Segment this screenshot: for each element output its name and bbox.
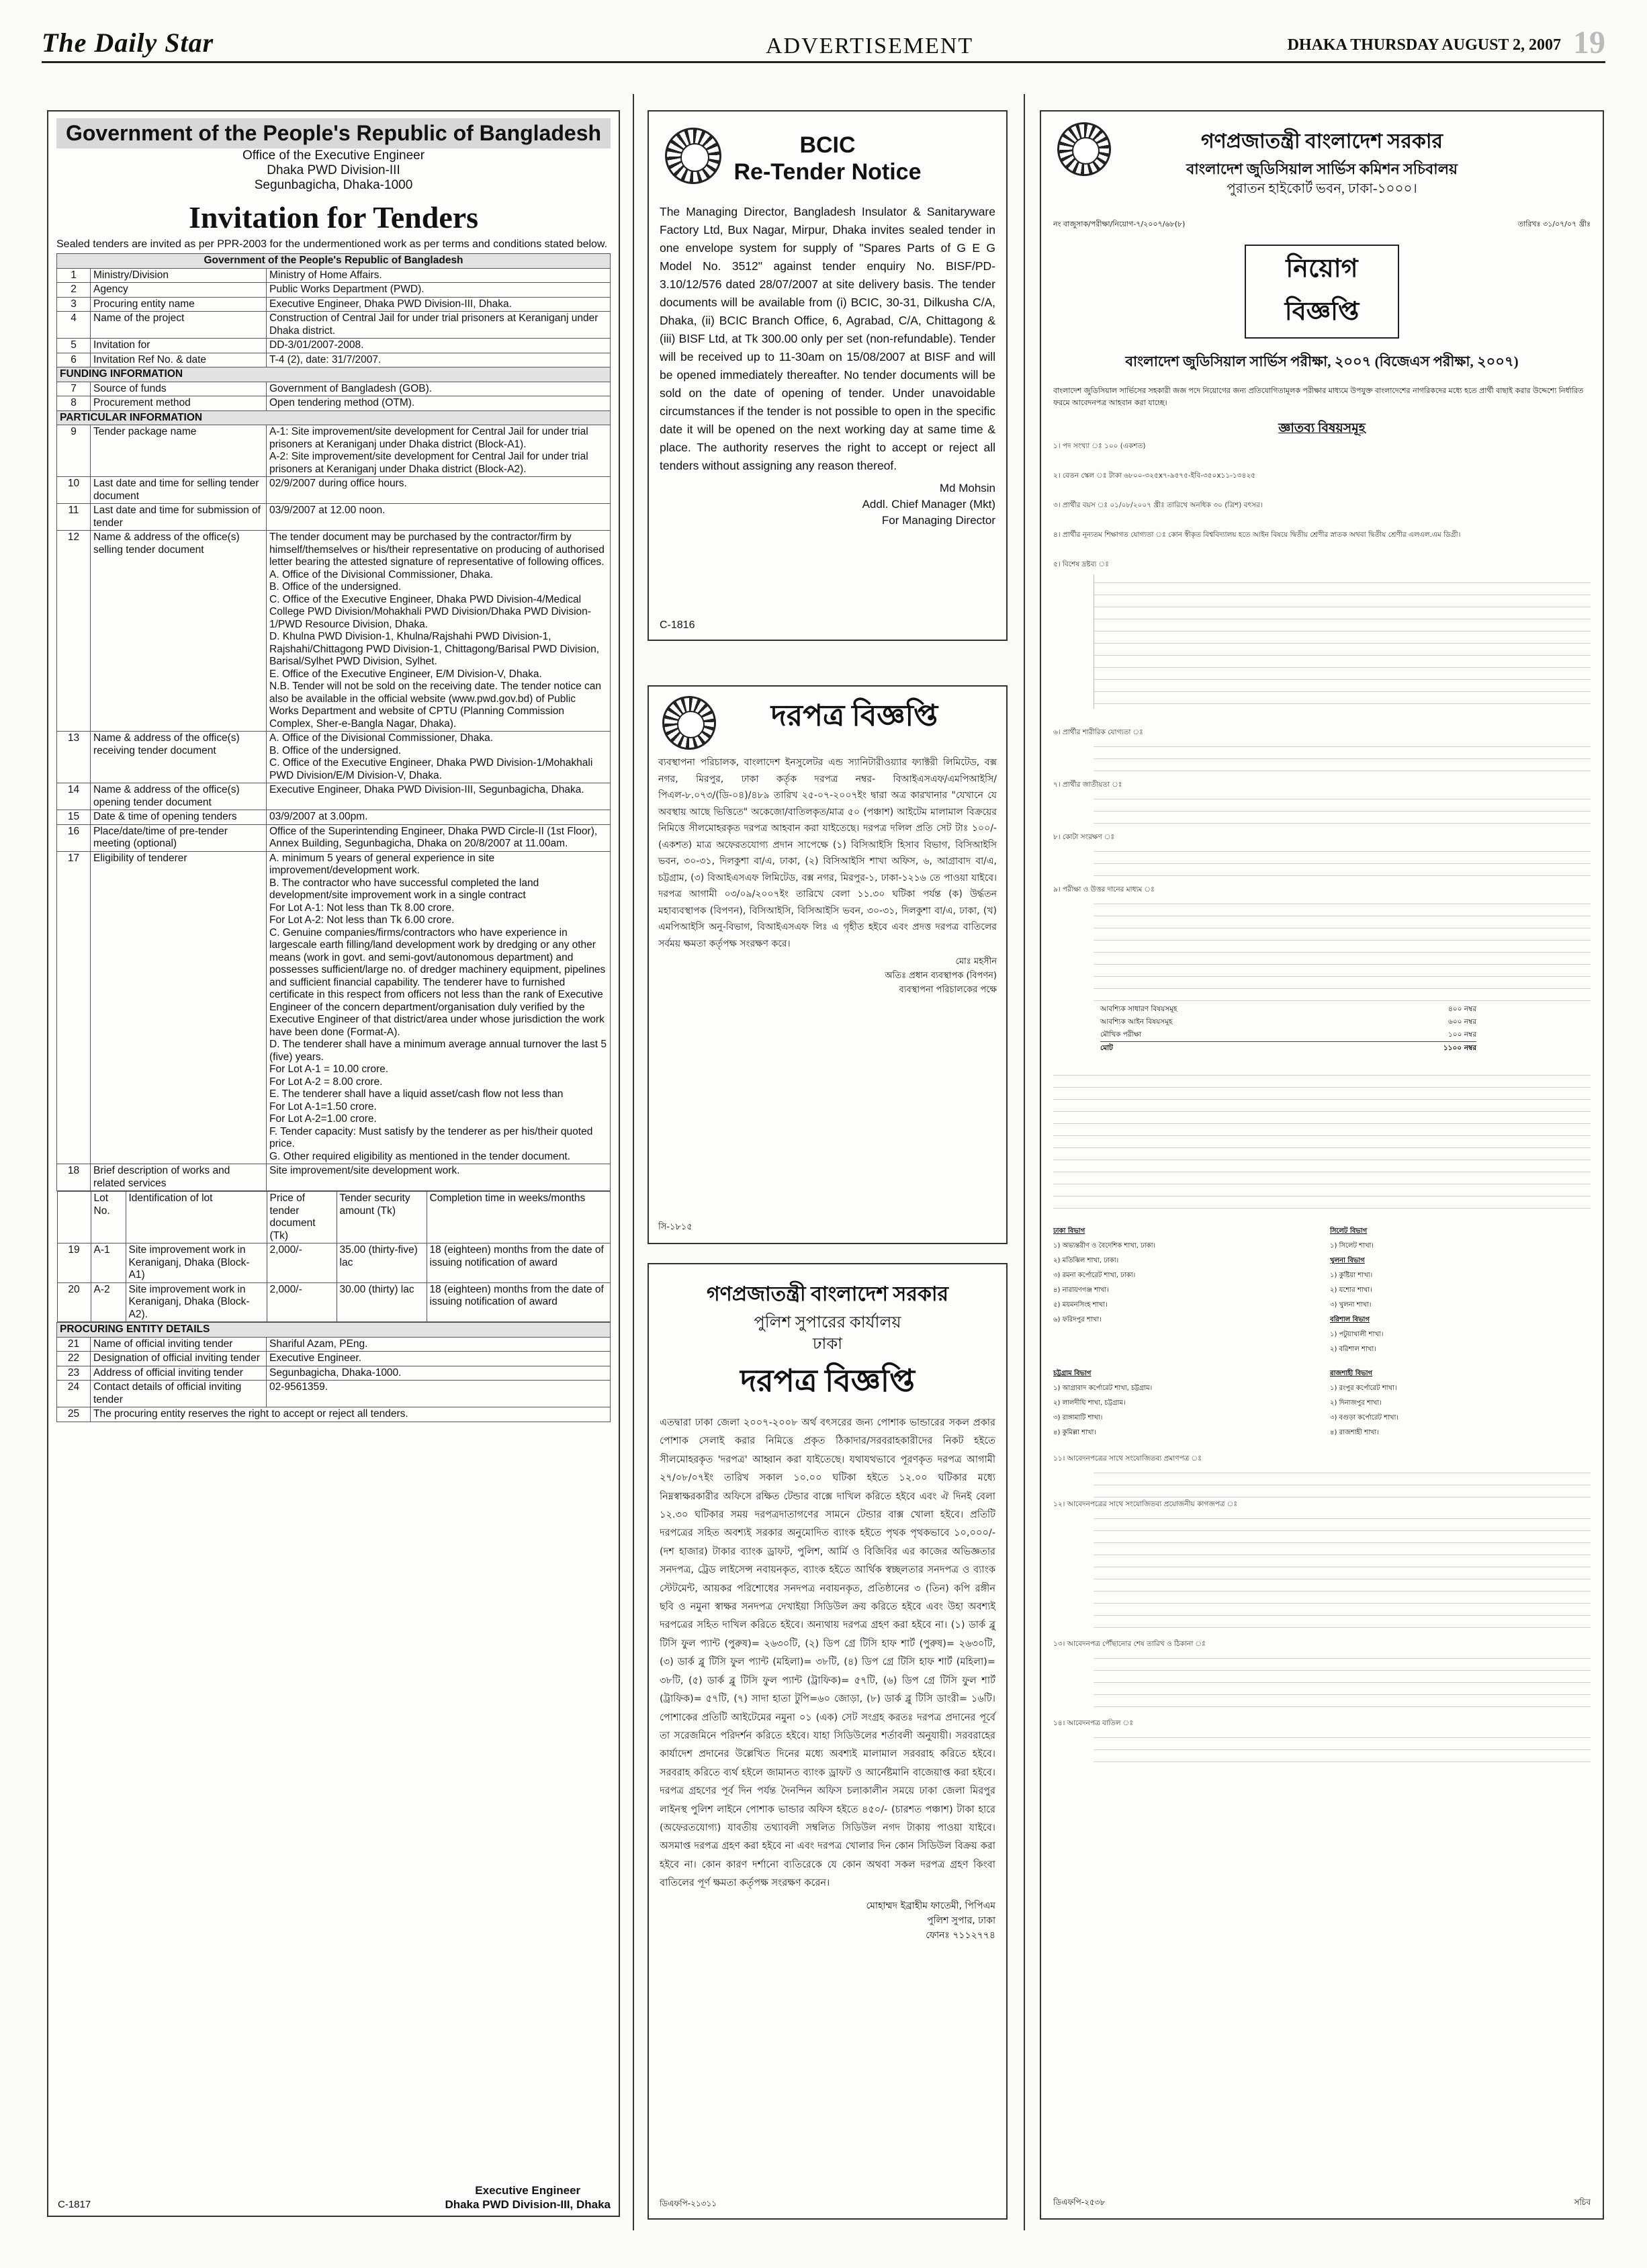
- table-row: 17 Eligibility of tenderer A. minimum 5 years of general experience in site improvement/development work. B. The contractor who have successful completed the land development/site improvement work in a single contract For Lot A-1: Not less than Tk 8.00 crore. For Lot A-2: Not less than Tk 6.00 crore. C. Genuine companies/firms/contractors who have experience in largescale earth filling/land development work by dredging or any other means (work in govt. and semi-govt/autonomous department) and possesses sufficient/large no. of dredger machinery equipment, pipelines and sufficient financial capability. The tenderer have to furnished certificate in this respect from officers not less than the rank of Executive Engineer of the concern department/organisation duly verified by the Executive Engineer of that district/area under whose jurisdiction the work have been done (Format-A). D. The tenderer shall have a minimum average annual turnover the last 5 (five) years. For Lot A-1 = 10.00 crore. For Lot A-2 = 8.00 crore. E. The tenderer shall have a liquid asset/cash flow not less than For Lot A-1=1.50 crore. For Lot A-2=1.00 crore. F. Tender capacity: Must satisfy by the tenderer as per his/their quoted price. G. Other required eligibility as mentioned in the tender document.: [57, 851, 611, 1164]
- page-header: [42, 21, 1605, 63]
- table-row: 24 Contact details of official inviting tender 02-9561359.: [57, 1381, 611, 1407]
- list-item: ৯। পরীক্ষা ও উত্তর দানের মাধ্যম ঃ: [1053, 885, 1155, 893]
- list-item: ১২। আবেদনপত্রের সাথে সংযোজিতব্য প্রয়োজনীয় কাগজপত্র ঃ: [1053, 1500, 1237, 1508]
- signature-block: মোঃ মহসীন অতিঃ প্রধান ব্যবস্থাপক (বিপণন) ব্যবস্থাপনা পরিচালকের পক্ষে: [885, 957, 997, 995]
- table-row: 22 Designation of official inviting tender Executive Engineer.: [57, 1352, 611, 1366]
- list-item: ১৩। আবেদনপত্র পৌঁছানোর শেষ তারিখ ও ঠিকানা ঃ: [1053, 1640, 1206, 1648]
- fine-print-block: [1094, 738, 1591, 779]
- notice-items: [1053, 440, 1591, 1003]
- table-row: 18 Brief description of works and related services Site improvement/site development work.: [57, 1164, 611, 1191]
- table-row: 10 Last date and time for selling tender document 02/9/2007 during office hours.: [57, 477, 611, 504]
- marks-row: মৌখিক পরীক্ষা ১০০ নম্বর: [1100, 1031, 1476, 1039]
- ad-title: দরপত্র বিজ্ঞপ্তি: [740, 1364, 915, 1398]
- ad-code: সি-১৮১৫: [658, 1222, 693, 1232]
- table-row: 4 Name of the project Construction of Central Jail for under trial prisoners at Keraniganj under Dhaka district.: [57, 312, 611, 339]
- ad-subtitle: বাংলাদেশ জুডিসিয়াল সার্ভিস পরীক্ষা, ২০০৭ (বিজেএস পরীক্ষা, ২০০৭): [1125, 353, 1519, 369]
- section-header: PROCURING ENTITY DETAILS: [57, 1323, 611, 1338]
- signoff: সচিব: [1574, 2197, 1591, 2207]
- ad-title: BCIC Re-Tender Notice: [733, 132, 922, 185]
- list-item: ২। বেতন স্কেল ঃ টাকা ৬৮০০-৩২৫x৭-৯৫৭৫-ইবি-৩৫০x১১-১৩৪২৫: [1053, 472, 1256, 480]
- section-title: ADVERTISEMENT: [766, 34, 974, 58]
- lot-header-row: Lot No. Identification of lot Price of tender document (Tk) Tender security amount (Tk) Completion time in weeks/months: [57, 1192, 610, 1244]
- table-row: 8 Procurement method Open tendering method (OTM).: [57, 396, 611, 411]
- list-item: ১৪। আবেদনপত্র বাতিল ঃ: [1053, 1719, 1133, 1727]
- fine-print-block: [1094, 843, 1591, 883]
- table-row: 23 Address of official inviting tender Segunbagicha, Dhaka-1000.: [57, 1366, 611, 1381]
- office-city: ঢাকা: [812, 1336, 843, 1353]
- fine-print-block: [1094, 791, 1591, 831]
- memo-date: তারিখঃ ৩১/০৭/০৭ খ্রীঃ: [1517, 220, 1591, 228]
- table-row: 12 Name & address of the office(s) selling tender document The tender document may be purchased by the contractor/firm by himself/themselves or his/their representative on producing of authorised letter bearing the attested signature of representative of following offices. A. Office of the Divisional Commissioner, Dhaka. B. Office of the undersigned. C. Office of the Executive Engineer, Dhaka PWD Division-4/Medical College PWD Division/Mohakhali PWD Division/Dhaka PWD Division-1/PWD Resource Division, Dhaka. D. Khulna PWD Division-1, Khulna/Rajshahi PWD Division-1, Rajshahi/Chittagong PWD Division-1, Chittagong/Barisal PWD Division, Barisal/Sylhet PWD Division, Sylhet. E. Office of the Executive Engineer, E/M Division-V, Dhaka. N.B. Tender will not be sold on the receiving date. The tender notice can also be available in the official website (www.pwd.gov.bd) of Public Works Department and website of CPTU (Planning Commission Complex, Sher-e-Bangla Nagar, Dhaka).: [57, 531, 611, 732]
- section-header: PARTICULAR INFORMATION: [57, 410, 611, 425]
- ad-footer: [1053, 2197, 1591, 2210]
- masthead: The Daily Star: [42, 28, 214, 58]
- marks-table: [1100, 1003, 1476, 1055]
- ad-title: নিয়োগ বিজ্ঞপ্তি: [1245, 245, 1399, 339]
- office-title: বাংলাদেশ জুডিসিয়াল সার্ভিস কমিশন সচিবালয়: [1186, 161, 1458, 177]
- table-row: 14 Name & address of the office(s) opening tender document Executive Engineer, Dhaka PWD Division-III, Segunbagicha, Dhaka.: [57, 783, 611, 810]
- list-item: ৩। প্রার্থীর বয়স ঃ ০১/০৮/২০০৭ খ্রীঃ তারিখে অনধিক ৩০ (ত্রিশ) বৎসর।: [1053, 501, 1263, 509]
- fine-print-block: [1094, 1510, 1591, 1638]
- government-title: Government of the People's Republic of Bangladesh: [56, 118, 611, 148]
- table-row: 11 Last date and time for submission of tender 03/9/2007 at 12.00 noon.: [57, 504, 611, 531]
- bjsc-advertisement: [1040, 110, 1604, 2220]
- fine-print-block: [1094, 1465, 1591, 1498]
- table-row: 21 Name of official inviting tender Shariful Azam, PEng.: [57, 1337, 611, 1352]
- ad-body: ব্যবস্থাপনা পরিচালক, বাংলাদেশ ইনসুলেটর এন্ড স্যানিটারীওয়্যার ফ্যাক্টরী লিমিটেড, বক্স নগর, মিরপুর, ঢাকা কর্তৃক দরপত্র নম্বর- বিআইএসএফ/এমপিআইসি/পিএল-৮.০৭৩/(ডি-০৪)/৪৮৯ তারিখ ২৫-০৭-২০০৭ইং দ্বারা অত্র কারখানার "যেখানে যে অবস্থায় আছে ভিত্তিতে" অকেজো/বাতিলকৃত/মাত্র ৫০ (পঞ্চাশ) আইটেম মালামাল বিক্রয়ের নিমিত্তে সীলমোহরকৃত দরপত্র আহবান করা যাইতেছে। দরপত্র দলিল প্রতি সেট টাঃ ১০০/- (একশত) মাত্র অফেরতযোগ্য প্রদান সাপেক্ষে (১) বিসিআইসি হিসাব বিভাগ, বিসিআইসি ভবন, ৩০-৩১, দিলকুশা বা/এ, ঢাকা, (২) বিসিআইসি শাখা অফিস, ৬, আগ্রাবাদ বা/এ, চট্টগ্রাম, (৩) বিআইএসএফ লিমিটেড, বক্স নগর, মিরপুর-১, ঢাকা-১২১৬ তে পাওয়া যাইবে। দরপত্র আগামী ০৩/০৯/২০০৭ইং তারিখে বেলা ১১.৩০ ঘটিকা পর্যন্ত (ক) উর্দ্ধতন মহাব্যবস্থাপক (বিপণন), বিসিআইসি, বিসিআইসি ভবন, ৩০-৩১, দিলকুশা বা/এ, ঢাকা, (খ) এমপিআইসি অনু-বিভাগ, বিআইএসএফ লিঃ এ গৃহীত হইবে এবং প্রদত্ত দরপত্র বাতিলের সর্বময় ক্ষমতা কর্তৃপক্ষ সংরক্ষণ করে।: [658, 757, 997, 949]
- table-row: 6 Invitation Ref No. & date T-4 (2), date: 31/7/2007.: [57, 353, 611, 367]
- ad-intro: Sealed tenders are invited as per PPR-2003 for the undermentioned work as per terms and conditions stated below.: [56, 238, 608, 250]
- fine-print-block: [1053, 1067, 1591, 1215]
- list-item: ৮। কোটা সংরক্ষণ ঃ: [1053, 833, 1115, 841]
- memo-number: নং বাজুসাক/পরীক্ষা/নিয়োগ-৭/২০০৭/৬৮(৮): [1053, 220, 1186, 228]
- marks-row: আবশ্যিক আইন বিষয়সমূহ ৬০০ নম্বর: [1100, 1018, 1476, 1026]
- fine-print-block: [1094, 896, 1591, 1003]
- ad-title: দরপত্র বিজ্ঞপ্তি: [770, 699, 938, 732]
- office-address: পুরাতন হাইকোর্ট ভবন, ঢাকা-১০০০।: [1227, 181, 1417, 196]
- table-row: 25 The procuring entity reserves the right to accept or reject all tenders.: [57, 1407, 611, 1422]
- fine-print-block: [1094, 574, 1591, 709]
- list-item: ৬। প্রার্থীর শারীরিক যোগ্যতা ঃ: [1053, 728, 1143, 736]
- signature-block: Md Mohsin Addl. Chief Manager (Mkt) For Managing Director: [862, 482, 995, 527]
- tender-advertisement: [47, 110, 620, 2217]
- marks-row: আবশ্যিক সাধারণ বিষয়সমূহ ৪০০ নম্বর: [1100, 1005, 1476, 1013]
- page-number: 19: [1573, 25, 1605, 60]
- office-line: Office of the Executive Engineer: [242, 148, 425, 163]
- table-row: 5 Invitation for DD-3/01/2007-2008.: [57, 339, 611, 353]
- notice-items: [1053, 1452, 1591, 1763]
- ad-intro: বাংলাদেশ জুডিসিয়াল সার্ভিসের সহকারী জজ পদে নিয়োগের জন্য প্রতিযোগিতামূলক পরীক্ষার মাধ্যমে উপযুক্ত বাংলাদেশের নাগরিকদের মধ্যে হতে প্রার্থী বাছাই করার উদ্দেশ্যে নির্ধারিত ফরমে আবেদনপত্র আহবান করা যাচ্ছে।: [1053, 386, 1584, 407]
- column-divider: [633, 94, 634, 2230]
- memo-row: [1053, 218, 1591, 231]
- list-item: ৪। প্রার্থীর নূন্যতম শিক্ষাগত যোগ্যতা ঃ কোন স্বীকৃত বিশ্ববিদ্যালয় হতে আইন বিষয়ে দ্বিতীয় শ্রেণীর স্নাতক অথবা দ্বিতীয় শ্রেণীর এলএল.এম ডিগ্রী।: [1053, 531, 1461, 539]
- ad-code: ডিএফপি-২৫৩৮: [1053, 2197, 1106, 2207]
- dateline: DHAKA THURSDAY AUGUST 2, 2007: [1287, 36, 1561, 54]
- table-row: 15 Date & time of opening tenders 03/9/2007 at 3.00pm.: [57, 810, 611, 825]
- lot-row: 19 A-1 Site improvement work in Keraniganj, Dhaka (Block-A1) 2,000/- 35.00 (thirty-five) lac 18 (eighteen) months from the date of issuing notification of award: [57, 1244, 610, 1283]
- marks-total-row: মোট ১১০০ নম্বর: [1100, 1041, 1476, 1055]
- police-advertisement: [648, 1263, 1008, 2220]
- ad-body: এতদ্বারা ঢাকা জেলা ২০০৭-২০০৮ অর্থ বৎসরের জন্য পোশাক ভান্ডারের সকল প্রকার পোশাক সেলাই করার নিমিত্তে প্রকৃত ঠিকাদার/সরবরাহকারীদের নিকট হইতে সীলমোহরকৃত 'দরপত্র' আহ্বান করা যাইতেছে। যথাযথভাবে পূরণকৃত দরপত্র আগামী ২৭/০৮/০৭ইং তারিখ সকাল ১০.০০ ঘটিকা হইতে ১২.০০ ঘটিকার মধ্যে নিম্নস্বাক্ষরকারীর অফিসে রক্ষিত টেন্ডার বাক্সে দাখিল করিতে হইবে এবং ঐ দিনই বেলা ১২.৩০ ঘটিকার সময় দরপত্রদাতাগণের সামনে টেন্ডার বাক্স খোলা হইবে। প্রতিটি দরপত্রের সহিত অবশ্যই সরকার অনুমোদিত ব্যাংক হইতে পৃথক পৃথকভাবে ১০,০০০/- (দশ হাজার) টাকার ব্যাংক ড্রাফট, পুলিশ, আর্মি ও বিজিবির এর কাজের অভিজ্ঞতার সনদপত্র, ট্রেড লাইসেন্স নবায়নকৃত, ব্যাংক হইতে আর্থিক স্বচ্ছলতার সনদপত্র ও ব্যাংক স্টেটমেন্ট, আয়কর পরিশোধের সনদপত্র নবায়নকৃত, প্রতিষ্ঠানের ৩ (তিন) কপি রঙ্গীন ছবি ও নমুনা স্বাক্ষর সনদপত্র দেখাইয়া সিডিউল ক্রয় করিতে হইবে এবং উহা অবশ্যই দরপত্রের সহিত দাখিল করিতে হইবে। অন্যথায় দরপত্র গ্রহণ করা হইবে না। (১) ডার্ক ব্লু টিসি ফুল প্যান্ট (পুরুষ)= ২৬৩০টি, (২) ডিপ গ্রে টিসি হাফ শার্ট (পুরুষ)= ২৬৩০টি, (৩) ডার্ক ব্লু টিসি ফুল প্যান্ট (মহিলা)= ৩৮টি, (৪) ডিপ গ্রে টিসি হাফ শার্ট (মহিলা)= ৩৮টি, (৫) ডার্ক ব্লু টিসি ফুল প্যান্ট (ট্রাফিক)= ৫৭টি, (৬) ডিপ গ্রে টিসি ফুল শার্ট (ট্রাফিক)= ৫৭টি, (৭) সাদা হাতা টুপি=৬০ জোড়া, (৮) ডার্ক ব্লু টিসি ডাংরী= ১৬টি। পোশাকের প্রতিটি আইটেমের নমুনা ০১ (এক) সেট সংগ্রহ করতঃ দরপত্র প্রদানের পূর্বে তা সরেজমিনে পরিদর্শন করিতে হইবে। যাহা সিডিউলের শর্তাবলী অনুযায়ী। সরবরাহের কার্যাদেশ প্রদানের উল্লেখিত দিনের মধ্যে অবশ্যই মালামাল সরবরাহ করিতে হইবে। সরবরাহ করিতে ব্যর্থ হইলে জামানত ব্যাংক ড্রাফট ও আর্নেষ্টমানি বাজেয়াপ্ত করা হইবে। দরপত্র গ্রহণের পূর্ব দিন পর্যন্ত দৈনন্দিন অফিস চলাকালীন সময়ে ঢাকা জেলা মিরপুর লাইনস্থ পুলিশ লাইনে পোশাক ভান্ডার অফিস হইতে ৪৫০/- (চারশত পঞ্চাশ) টাকা হারে (অফেরতযোগ্য) যাবতীয় তথ্যাবলী সম্বলিত সিডিউল নগদ টাকায় পাওয়া যাইবে। অসমাপ্ত দরপত্র গ্রহণ করা হইবে না এবং দরপত্র খোলার দিন কোন সিডিউল বিক্রয় করা হইবে না। কোন কারণ দর্শানো ব্যতিরেকে যে কোন অথবা সকল দরপত্র গ্রহণ কিংবা বাতিলের পূর্ণ ক্ষমতা কর্তৃপক্ষ সংরক্ষণ করেন।: [660, 1418, 995, 1889]
- lot-row: 20 A-2 Site improvement work in Keraniganj, Dhaka (Block-A2). 2,000/- 30.00 (thirty) lac 18 (eighteen) months from the date of issuing notification of award: [57, 1282, 610, 1322]
- table-row: 7 Source of funds Government of Bangladesh (GOB).: [57, 382, 611, 396]
- government-seal-icon: [1057, 122, 1111, 176]
- government-title: গণপ্রজাতন্ত্রী বাংলাদেশ সরকার: [706, 1283, 949, 1305]
- lot-table: [57, 1191, 611, 1322]
- bank-branch-list: চট্টগ্রাম বিভাগ ১) আগ্রাবাদ কর্পোরেট শাখা, চট্টগ্রাম। ২) লালদীঘি শাখা, চট্টগ্রাম। ৩) রাঙ্গামাটি শাখা। ৪) কুমিল্লা শাখা। রাজশাহী বিভাগ ১) রংপুর কর্পোরেট শাখা। ২) দিনাজপুর শাখা। ৩) বগুড়া কর্পোরেট শাখা। ৪) রাজশাহী শাখা।: [1053, 1370, 1398, 1436]
- tender-table: [56, 253, 611, 1422]
- office-line: Segunbagicha, Dhaka-1000: [254, 178, 413, 192]
- list-item: ১। পদ সংখ্যা ঃ ১০০ (একশত): [1053, 442, 1146, 450]
- signature-block: মোহাম্মদ ইব্রাহীম ফাতেমী, পিপিএম পুলিশ সুপার, ঢাকা ফোনঃ ৭১১২৭৭৪: [866, 1900, 995, 1941]
- bcic-advertisement: [648, 110, 1008, 641]
- bcic-bengali-advertisement: [648, 685, 1008, 1244]
- table-row: 9 Tender package name A-1: Site improvement/site development for Central Jail for under trial prisoners at Keraniganj under Dhaka district (Block-A1). A-2: Site improvement/site development for Central Jail for under trial prisoners at Keraniganj under Dhaka district (Block-A2).: [57, 425, 611, 477]
- ad-code: C-1817: [58, 2199, 91, 2210]
- list-item: ৫। বিশেষ দ্রষ্টব্য ঃ: [1053, 560, 1109, 568]
- office-title: পুলিশ সুপারের কার্যালয়: [754, 1314, 901, 1332]
- bcic-logo-icon: [665, 128, 721, 184]
- government-title: গণপ্রজাতন্ত্রী বাংলাদেশ সরকার: [1200, 130, 1443, 152]
- fine-print-block: [1094, 1729, 1591, 1763]
- bank-branch-list: ঢাকা বিভাগ ১) অভ্যন্তরীণ ও বৈদেশিক শাখা, ঢাকা। ২) মতিঝিল শাখা, ঢাকা। ৩) রমনা কর্পোরেট শাখা, ঢাকা। ৪) নারায়ণগঞ্জ শাখা। ৫) ময়মনসিংহ শাখা। ৬) ফরিদপুর শাখা। সিলেট বিভাগ ১) সিলেট শাখা। খুলনা বিভাগ ১) কুষ্টিয়া শাখা। ২) যশোর শাখা। ৩) খুলনা শাখা। বরিশাল বিভাগ ১) পটুয়াখালী শাখা। ২) বরিশাল শাখা।: [1053, 1227, 1384, 1353]
- table-row: 16 Place/date/time of pre-tender meeting (optional) Office of the Superintending Engineer, Dhaka PWD Circle-II (1st Floor), Annex Building, Segunbagicha, Dhaka on 20/8/2007 at 11.00am.: [57, 824, 611, 851]
- ad-code: ডিএফপি-২১৩১১: [660, 2199, 717, 2208]
- table-header: Government of the People's Republic of Bangladesh: [57, 254, 611, 269]
- table-row: 13 Name & address of the office(s) receiving tender document A. Office of the Divisional Commissioner, Dhaka. B. Office of the undersigned. C. Office of the Executive Engineer, Dhaka PWD Division-1/Mohakhali PWD Division/E/M Division-V, Dhaka.: [57, 732, 611, 783]
- list-item: ১১। আবেদনপত্রের সাথে সংযোজিতব্য প্রমাণপত্র ঃ: [1053, 1454, 1202, 1463]
- section-heading: জ্ঞাতব্য বিষয়সমূহ: [1278, 421, 1366, 435]
- bcic-logo-icon: [662, 696, 716, 750]
- office-line: Dhaka PWD Division-III: [267, 163, 400, 177]
- fine-print-block: [1094, 1650, 1591, 1717]
- ad-body: The Managing Director, Bangladesh Insulator & Sanitaryware Factory Ltd, Bux Nagar, Mirpur, Dhaka invites sealed tender in one envelope system for supply of "Spares Parts of G E G Model No. 3512" against tender enquiry No. BISF/PD-3.10/12/576 dated 28/07/2007 at site delivery basis. The tender documents will be available from (i) BCIC, 30-31, Dilkusha C/A, Dhaka, (ii) BCIC Branch Office, 6, Agrabad, C/A, Chittagong & (iii) BISF Ltd, at Tk 300.00 only per set (non-refundable). Tender will be received up to 11-30am on 15/08/2007 at BISF and will be opened immediately thereafter. No tender documents will be sold on the date of opening of tender. Under unavoidable circumstances if the tender is not possible to open in the specific date it will be opened on the next working day at same time & place. The authority reserves the right to accept or reject all tenders without assigning any reason thereof.: [660, 205, 995, 472]
- list-item: ৭। প্রার্থীর জাতীয়তা ঃ: [1053, 781, 1122, 789]
- section-header: FUNDING INFORMATION: [57, 367, 611, 382]
- table-row: 2 Agency Public Works Department (PWD).: [57, 283, 611, 298]
- ad-code: C-1816: [660, 619, 695, 631]
- signature-block: Executive Engineer Dhaka PWD Division-III, Dhaka: [445, 2184, 611, 2211]
- table-row: 3 Procuring entity name Executive Engineer, Dhaka PWD Division-III, Dhaka.: [57, 297, 611, 312]
- column-divider: [1024, 94, 1025, 2230]
- ad-title: Invitation for Tenders: [188, 200, 479, 234]
- table-row: 1 Ministry/Division Ministry of Home Affairs.: [57, 268, 611, 283]
